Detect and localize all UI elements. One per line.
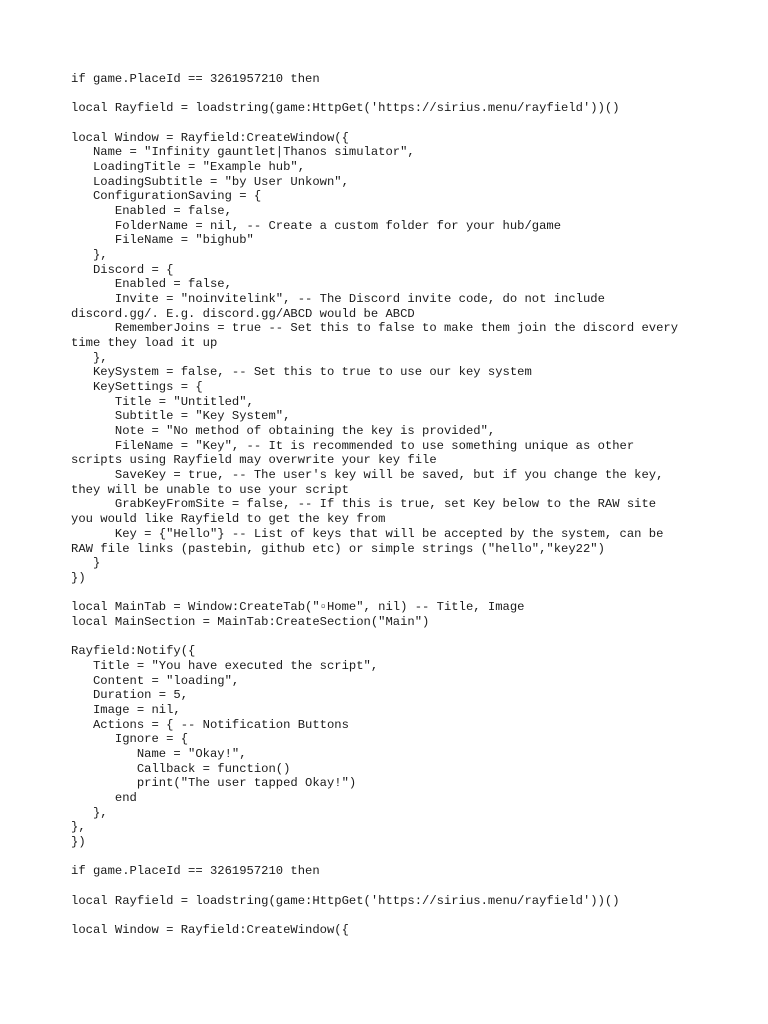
code-line: },	[71, 248, 108, 263]
code-line: FileName = "Key", -- It is recommended to use something unique as other	[71, 438, 635, 453]
code-line: local Window = Rayfield:CreateWindow({	[71, 922, 349, 937]
code-line: if game.PlaceId == 3261957210 then	[71, 864, 320, 879]
code-line: Name = "Infinity gauntlet|Thanos simulator",	[71, 145, 415, 160]
code-line: Callback = function()	[71, 761, 291, 776]
code-line: FileName = "bighub"	[71, 233, 254, 248]
code-line: GrabKeyFromSite = false, -- If this is true, set Key below to the RAW site	[71, 497, 657, 512]
code-line: discord.gg/. E.g. discord.gg/ABCD would be ABCD	[71, 306, 415, 321]
code-line: })	[71, 834, 86, 849]
code-line: end	[71, 790, 137, 805]
code-line: ConfigurationSaving = {	[71, 189, 262, 204]
code-line: you would like Rayfield to get the key from	[71, 512, 386, 527]
code-line: they will be unable to use your script	[71, 482, 349, 497]
code-line: time they load it up	[71, 336, 218, 351]
code-line	[71, 850, 711, 865]
code-line: Image = nil,	[71, 702, 181, 717]
code-line: Actions = { -- Notification Buttons	[71, 717, 349, 732]
code-line: RememberJoins = true -- Set this to false to make them join the discord every	[71, 321, 679, 336]
code-line: Title = "You have executed the script",	[71, 658, 379, 673]
code-line: print("The user tapped Okay!")	[71, 776, 357, 791]
code-line: local Rayfield = loadstring(game:HttpGet('https://sirius.menu/rayfield'))()	[71, 893, 620, 908]
code-line: Title = "Untitled",	[71, 394, 254, 409]
code-line: Invite = "noinvitelink", -- The Discord invite code, do not include	[71, 292, 605, 307]
code-line: LoadingSubtitle = "by User Unkown",	[71, 174, 349, 189]
code-line: local Rayfield = loadstring(game:HttpGet('https://sirius.menu/rayfield'))()	[71, 101, 620, 116]
code-line: },	[71, 350, 108, 365]
code-line: Duration = 5,	[71, 688, 189, 703]
code-line: SaveKey = true, -- The user's key will be saved, but if you change the key,	[71, 468, 664, 483]
code-line	[71, 630, 711, 645]
code-line: }	[71, 556, 101, 571]
code-line: KeySettings = {	[71, 380, 203, 395]
code-line: Subtitle = "Key System",	[71, 409, 291, 424]
code-line: local Window = Rayfield:CreateWindow({	[71, 130, 349, 145]
code-listing	[71, 72, 711, 938]
code-line: Rayfield:Notify({	[71, 644, 196, 659]
code-line: },	[71, 805, 108, 820]
code-line: LoadingTitle = "Example hub",	[71, 160, 306, 175]
code-line: scripts using Rayfield may overwrite your key file	[71, 453, 437, 468]
code-line	[71, 116, 711, 131]
code-line	[71, 908, 711, 923]
code-line: local MainTab = Window:CreateTab("▫Home", nil) -- Title, Image	[71, 600, 525, 615]
code-line: Ignore = {	[71, 732, 189, 747]
code-line	[71, 879, 711, 894]
code-line: Name = "Okay!",	[71, 746, 247, 761]
code-line	[71, 586, 711, 601]
code-line: local MainSection = MainTab:CreateSection("Main")	[71, 614, 430, 629]
code-line: KeySystem = false, -- Set this to true to use our key system	[71, 365, 532, 380]
code-line: Discord = {	[71, 262, 174, 277]
code-line: Key = {"Hello"} -- List of keys that will be accepted by the system, can be	[71, 526, 664, 541]
code-line: })	[71, 570, 86, 585]
code-line: Content = "loading",	[71, 673, 240, 688]
code-line	[71, 87, 711, 102]
code-line: Note = "No method of obtaining the key is provided",	[71, 424, 496, 439]
code-line: RAW file links (pastebin, github etc) or simple strings ("hello","key22")	[71, 541, 605, 556]
code-line: FolderName = nil, -- Create a custom folder for your hub/game	[71, 218, 562, 233]
code-line: if game.PlaceId == 3261957210 then	[71, 72, 320, 86]
code-line: Enabled = false,	[71, 204, 232, 219]
code-line: },	[71, 820, 86, 835]
code-line: Enabled = false,	[71, 277, 232, 292]
